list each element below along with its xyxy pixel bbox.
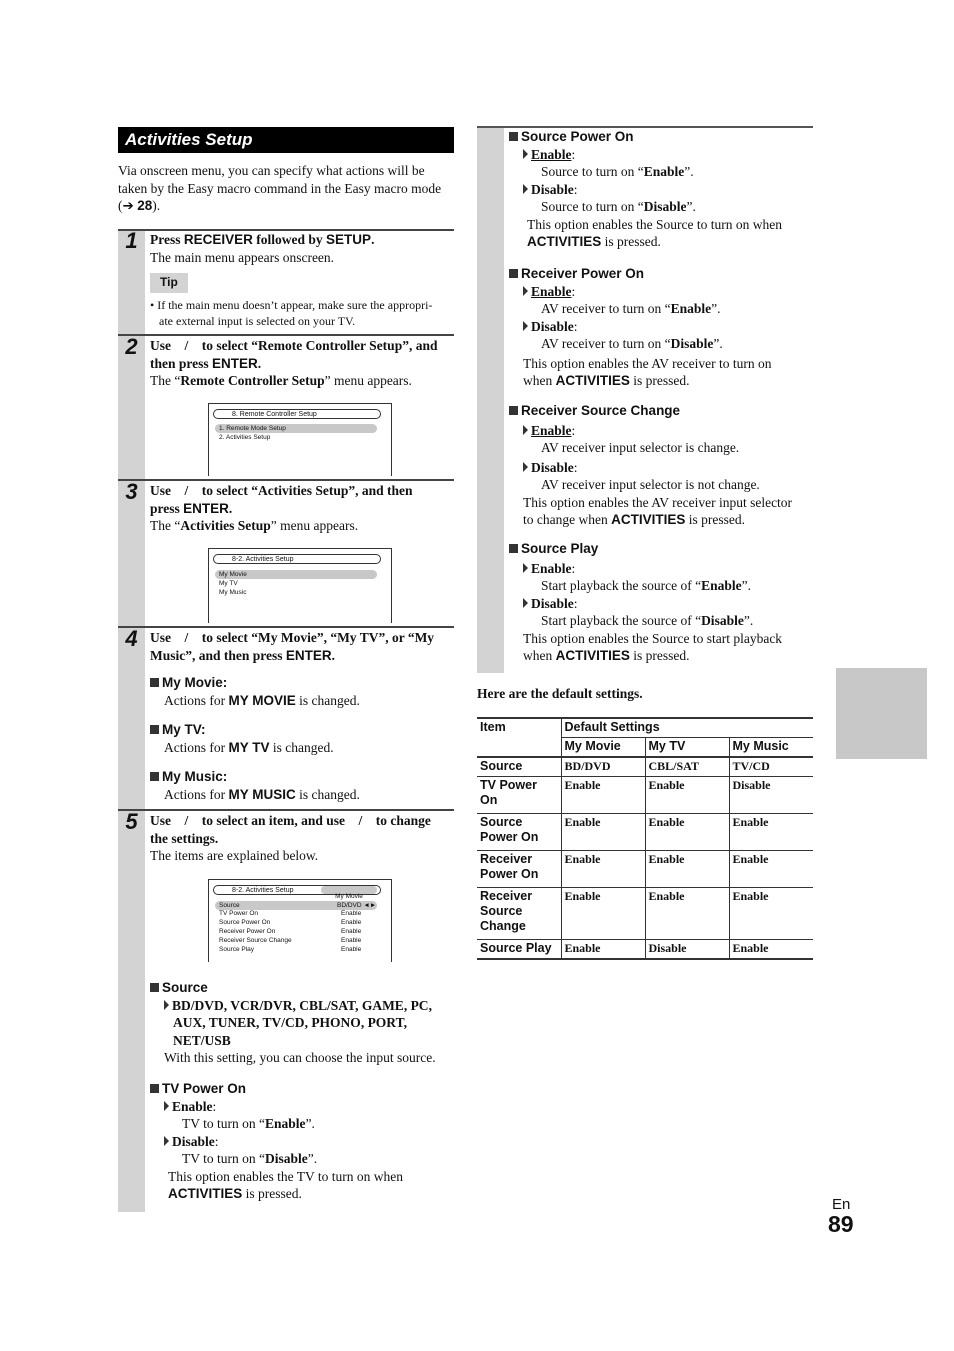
remote-controller-setup-screen: [208, 403, 392, 476]
table-row: Source BD/DVD CBL/SAT TV/CD: [477, 757, 813, 777]
table-header-row: [477, 718, 813, 738]
triangle-bullet-icon: [164, 1000, 169, 1010]
receiver-source-change-heading: Receiver Source Change: [509, 402, 813, 420]
screen-item: 1. Remote Mode Setup: [219, 425, 286, 432]
header-default-settings: Default Settings: [561, 718, 813, 738]
source-heading: Source: [150, 979, 454, 997]
right-gray-column: [477, 127, 504, 673]
step-number: 5: [125, 809, 138, 834]
screen-header: 8-2. Activities Setup: [213, 554, 381, 564]
screen-item: My Movie: [219, 571, 247, 578]
source-play-section: Source Play Enable: Start playback the source of “Enable”. Disable: Start playback the source of “Disable”. This option enables the Source to start playback when ACTIVITIES is pressed.: [509, 540, 813, 665]
arrow-icon: ➔: [122, 198, 134, 213]
table-row: Source Play Enable Disable Enable: [477, 940, 813, 960]
defaults-intro: Here are the default settings.: [477, 686, 643, 701]
screen-value: Enable: [341, 910, 362, 917]
screen-value: Enable: [341, 937, 362, 944]
triangle-bullet-icon: [523, 321, 528, 331]
step-1: Press RECEIVER followed by SETUP. The main menu appears onscreen. Tip • If the main menu doesn’t appear, make sure the appropri- ate external input is selected on your TV.: [150, 231, 454, 329]
step-2: Use / to select “Remote Controller Setup”, and then press ENTER. The “Remote Controller Setup” menu appears.: [150, 338, 438, 388]
header-item: Item: [477, 718, 561, 757]
receiver-power-on-heading: Receiver Power On: [509, 265, 813, 283]
step-1-desc: The main menu appears onscreen.: [150, 249, 335, 265]
triangle-bullet-icon: [523, 184, 528, 194]
step-number: 4: [125, 626, 138, 651]
source-power-on-heading: Source Power On: [509, 128, 813, 146]
table-row: Receiver Power On Enable Enable Enable: [477, 851, 813, 888]
source-power-on-section: Source Power On Enable: Source to turn on “Enable”. Disable: Source to turn on “Disable”. This option enables the Source to turn on when ACTIVITIES is pressed.: [509, 128, 813, 251]
my-movie-heading: My Movie:: [150, 674, 454, 692]
column-header: My Movie: [561, 738, 645, 758]
step-divider: [118, 626, 454, 628]
screen-value: Enable: [341, 919, 362, 926]
table-row: TV Power On Enable Enable Disable: [477, 777, 813, 814]
tv-power-on-section: TV Power On Enable: TV to turn on “Enable”. Disable: TV to turn on “Disable”. This option enables the TV to turn on when ACTIVITIES is pressed.: [150, 1080, 454, 1203]
source-section: Source BD/DVD, VCR/DVR, CBL/SAT, GAME, PC, AUX, TUNER, TV/CD, PHONO, PORT, NET/USB With this setting, you can choose the input source.: [150, 979, 454, 1067]
screen-item: Receiver Power On: [219, 928, 276, 935]
table-row: Receiver Source Change Enable Enable Enable: [477, 888, 813, 940]
triangle-bullet-icon: [164, 1101, 169, 1111]
my-tv-heading: My TV:: [150, 721, 454, 739]
screen-item: Receiver Source Change: [219, 937, 292, 944]
chapter-side-tab: [836, 668, 927, 759]
screen-item: My TV: [219, 580, 238, 587]
step-number: 1: [125, 228, 138, 253]
intro-end: ).: [152, 198, 161, 213]
language-label: En: [832, 1196, 851, 1213]
screen-item: 2. Activities Setup: [219, 434, 271, 441]
step-number: 2: [125, 334, 138, 359]
step-divider: [118, 334, 454, 336]
page-number: 89: [828, 1211, 854, 1237]
tv-power-on-heading: TV Power On: [150, 1080, 454, 1098]
step-4: Use / to select “My Movie”, “My TV”, or “My Music”, and then press ENTER. My Movie: Actions for MY MOVIE is changed. My TV: Actions for MY TV is changed. My Music: Actions for MY MUSIC is changed.: [150, 629, 454, 803]
triangle-bullet-icon: [523, 462, 528, 472]
left-step-column: [118, 229, 145, 1212]
screen-item: Source Power On: [219, 919, 271, 926]
receiver-source-change-section: Receiver Source Change Enable: AV receiver input selector is change. Disable: AV receiver input selector is not change. This option enables the AV receiver input selector to change when ACTIVITIES is pressed.: [509, 402, 813, 529]
column-header: My TV: [645, 738, 729, 758]
column-header: My Music: [729, 738, 813, 758]
screen-header: 8-2. Activities Setup: [213, 885, 381, 895]
step-5: Use / to select an item, and use / to change the settings. The items are explained below.: [150, 813, 431, 863]
step-number: 3: [125, 479, 138, 504]
triangle-bullet-icon: [523, 286, 528, 296]
triangle-bullet-icon: [523, 563, 528, 573]
triangle-bullet-icon: [523, 425, 528, 435]
my-movie-settings-screen: [208, 879, 392, 962]
screen-value: Enable: [341, 928, 362, 935]
tip-text: • If the main menu doesn’t appear, make sure the appropri- ate external input is selected on your TV.: [150, 297, 433, 328]
default-settings-table: [477, 717, 813, 960]
triangle-bullet-icon: [164, 1136, 169, 1146]
step-divider: [118, 479, 454, 481]
tip-label: Tip: [150, 273, 188, 293]
triangle-bullet-icon: [523, 598, 528, 608]
screen-value: Enable: [341, 946, 362, 953]
receiver-power-on-section: Receiver Power On Enable: AV receiver to turn on “Enable”. Disable: AV receiver to turn on “Disable”. This option enables the AV receiver to turn on when ACTIVITIES is pressed.: [509, 265, 813, 390]
page-reference: 28: [137, 198, 153, 213]
source-play-heading: Source Play: [509, 540, 813, 558]
screen-value: BD/DVD ◄►: [337, 902, 377, 909]
my-music-heading: My Music:: [150, 768, 454, 786]
step-3: Use / to select “Activities Setup”, and then press ENTER. The “Activities Setup” menu appears.: [150, 483, 413, 533]
screen-item: TV Power On: [219, 910, 259, 917]
section-title: Activities Setup: [118, 127, 454, 153]
intro-paragraph: [118, 162, 454, 215]
intro-text: Via onscreen menu, you can specify what actions will be taken by the Easy macro command in the Easy macro mode (: [118, 163, 442, 213]
screen-header: 8. Remote Controller Setup: [213, 409, 381, 419]
screen-item: Source Play: [219, 946, 255, 953]
table-row: Source Power On Enable Enable Enable: [477, 814, 813, 851]
screen-item: My Music: [219, 589, 247, 596]
activities-setup-screen: [208, 548, 392, 623]
screen-tab: My Movie: [321, 886, 377, 894]
triangle-bullet-icon: [523, 149, 528, 159]
step-divider: [118, 809, 454, 811]
screen-item: Source: [219, 902, 240, 909]
